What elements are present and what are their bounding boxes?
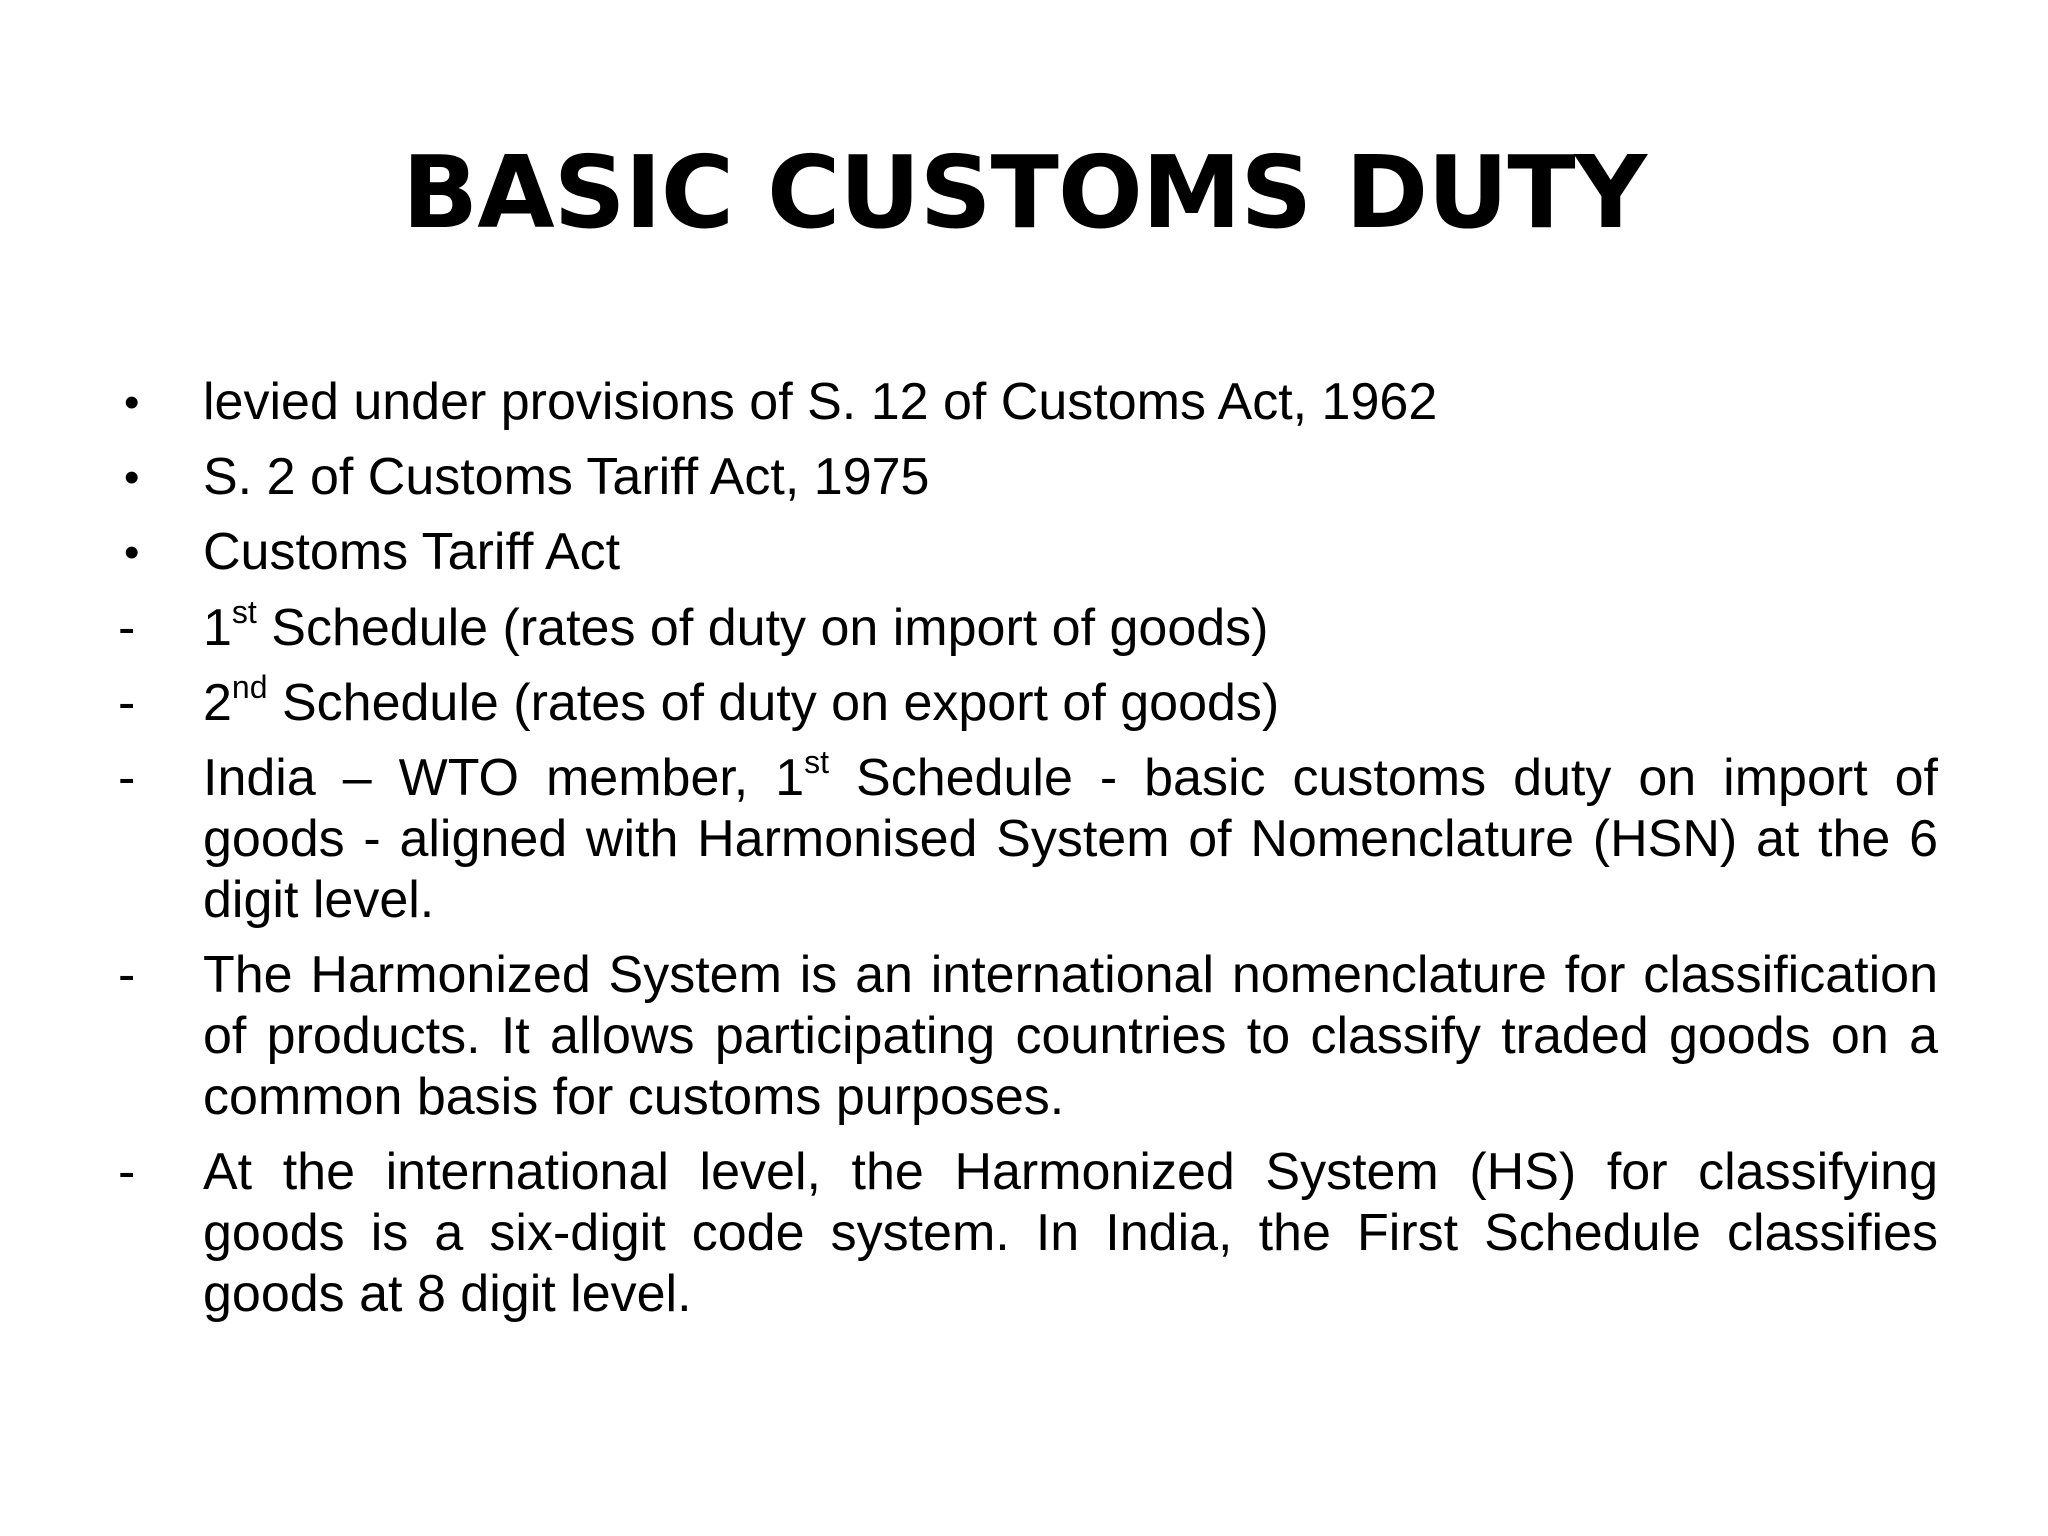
bullet-marker: • bbox=[124, 453, 140, 502]
list-item-rest: Schedule - basic customs duty on import of goods - aligned with Harmonised System of Nomenclature (HSN) at the 6 digit level. bbox=[203, 749, 1938, 929]
list-item-rest: Schedule (rates of duty on import of goods) bbox=[256, 599, 1269, 657]
list-item-text bbox=[203, 669, 1938, 734]
list-item-lead: India – WTO member, 1 bbox=[203, 749, 805, 807]
list-item-text: The Harmonized System is an international nomenclature for classification of products. It allows participating countries to classify traded goods on a common basis for customs purposes. bbox=[203, 946, 1938, 1126]
list-item-text bbox=[203, 594, 1938, 659]
bullet-marker: • bbox=[124, 378, 140, 427]
ordinal-suffix: nd bbox=[231, 669, 268, 705]
list-item-text: S. 2 of Customs Tariff Act, 1975 bbox=[203, 448, 930, 506]
dash-marker: - bbox=[118, 749, 136, 807]
ordinal-number: 1 bbox=[203, 599, 232, 657]
bullet-marker: • bbox=[124, 528, 140, 577]
list-item-text bbox=[203, 744, 1938, 931]
dash-marker: - bbox=[118, 946, 136, 1004]
dash-marker: - bbox=[118, 599, 136, 657]
list-item-text: levied under provisions of S. 12 of Customs Act, 1962 bbox=[203, 373, 1438, 431]
list-item-text: At the international level, the Harmonized System (HS) for classifying goods is a six-digit code system. In India, the First Schedule classifies goods at 8 digit level. bbox=[203, 1143, 1938, 1323]
ordinal-suffix: st bbox=[231, 594, 257, 630]
list-item-rest: Schedule (rates of duty on export of goods) bbox=[267, 674, 1280, 732]
ordinal-suffix: st bbox=[804, 744, 830, 780]
slide-title: BASIC CUSTOMS DUTY bbox=[401, 134, 1647, 251]
list-item-text: Customs Tariff Act bbox=[203, 523, 621, 581]
dash-marker: - bbox=[118, 674, 136, 732]
ordinal-number: 2 bbox=[203, 674, 232, 732]
dash-marker: - bbox=[118, 1143, 136, 1201]
